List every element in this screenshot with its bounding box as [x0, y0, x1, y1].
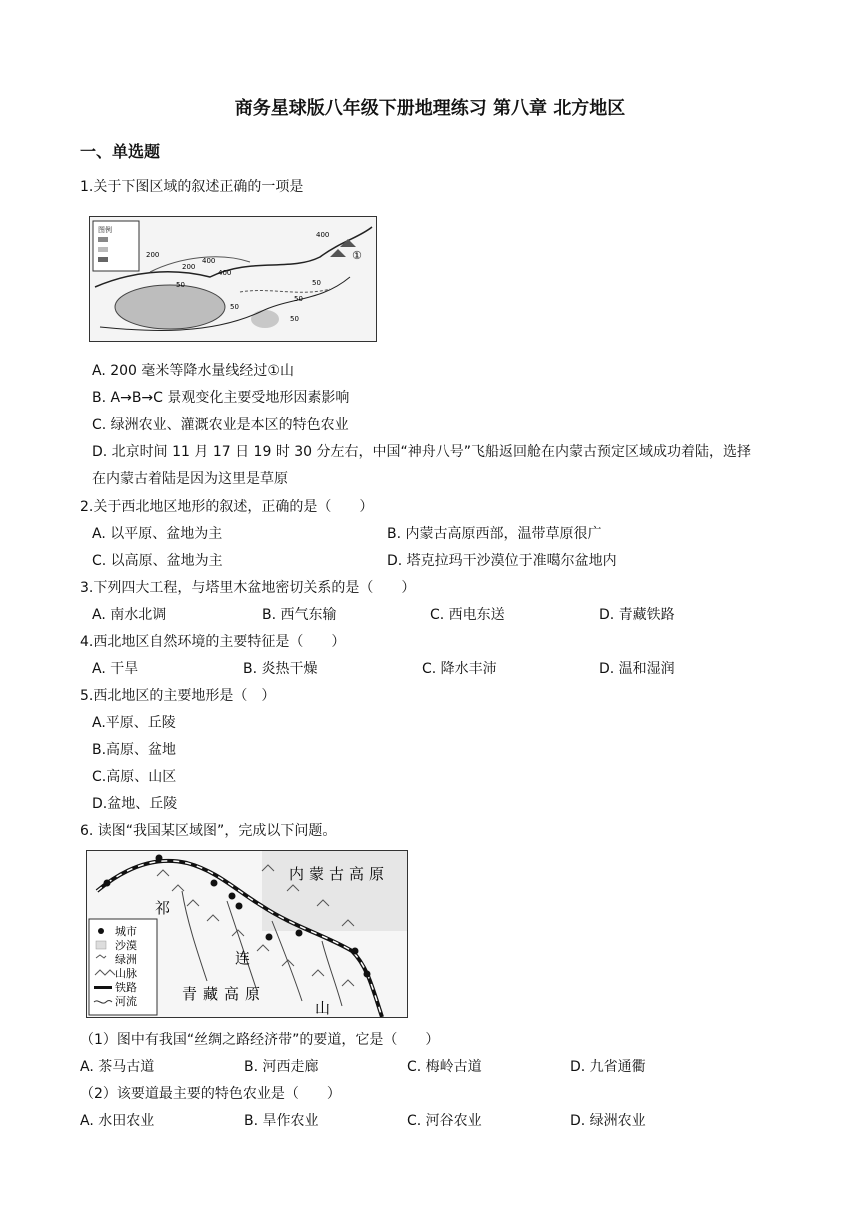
question-4-option-d[interactable]: D. 温和湿润: [599, 661, 675, 677]
question-1-option-c[interactable]: C. 绿洲农业、灌溉农业是本区的特色农业: [92, 417, 349, 433]
question-6-sub1-option-c[interactable]: C. 梅岭古道: [407, 1059, 482, 1075]
question-2-stem: 2.关于西北地区地形的叙述，正确的是（ ）: [80, 499, 374, 515]
map-number: 50: [230, 303, 239, 311]
question-5-option-b[interactable]: B.高原、盆地: [92, 742, 177, 758]
question-6-stem: 6. 读图“我国某区域图”，完成以下问题。: [80, 823, 337, 839]
map-number: 50: [176, 281, 185, 289]
desert-patch: [251, 310, 279, 328]
question-6-sub2-option-b[interactable]: B. 旱作农业: [244, 1113, 319, 1129]
question-6-map: [86, 850, 408, 1018]
label-shan: 山: [315, 999, 331, 1017]
label-lian: 连: [235, 949, 251, 967]
map-number: 200: [146, 251, 160, 259]
question-6-sub1-option-d[interactable]: D. 九省通衢: [570, 1059, 646, 1075]
legend-swatch-3: [98, 257, 108, 262]
map-number: 50: [312, 279, 321, 287]
map-number: 400: [218, 269, 232, 277]
question-6-sub1-option-a[interactable]: A. 茶马古道: [80, 1059, 155, 1075]
legend-river: 河流: [115, 995, 137, 1008]
question-5-option-a[interactable]: A.平原、丘陵: [92, 715, 176, 731]
section-heading: 一、单选题: [80, 142, 161, 161]
map-number: 400: [202, 257, 216, 265]
legend-railway: 铁路: [115, 981, 137, 994]
map-number: 50: [294, 295, 303, 303]
question-2-option-c[interactable]: C. 以高原、盆地为主: [92, 553, 223, 569]
question-5-stem: 5.西北地区的主要地形是（ ）: [80, 688, 276, 704]
question-1-option-d-continued: 在内蒙古着陆是因为这里是草原: [92, 471, 288, 487]
question-3-option-d[interactable]: D. 青藏铁路: [599, 607, 675, 623]
question-1-option-b[interactable]: B. A→B→C 景观变化主要受地形因素影响: [92, 390, 350, 406]
question-5-option-c[interactable]: C.高原、山区: [92, 769, 177, 785]
question-3-option-a[interactable]: A. 南水北调: [92, 607, 167, 623]
region-map-graphic: [90, 217, 376, 341]
question-6-sub2-option-a[interactable]: A. 水田农业: [80, 1113, 155, 1129]
question-6-sub1-stem: （1）图中有我国“丝绸之路经济带”的要道，它是（ ）: [80, 1032, 440, 1048]
question-4-stem: 4.西北地区自然环境的主要特征是（ ）: [80, 634, 346, 650]
question-3-stem: 3.下列四大工程，与塔里木盆地密切关系的是（ ）: [80, 580, 416, 596]
legend-city: 城市: [115, 925, 137, 938]
precipitation-line: [150, 257, 250, 272]
question-6-sub2-option-d[interactable]: D. 绿洲农业: [570, 1113, 646, 1129]
mountain-marker: ①: [352, 249, 362, 262]
question-6-sub1-option-b[interactable]: B. 河西走廊: [244, 1059, 319, 1075]
question-6-sub2-stem: （2）该要道最主要的特色农业是（ ）: [80, 1086, 341, 1102]
legend-mountain: 山脉: [115, 967, 137, 980]
map-legend-title: 图例: [98, 226, 112, 234]
question-4-option-b[interactable]: B. 炎热干燥: [243, 661, 318, 677]
question-5-option-d[interactable]: D.盆地、丘陵: [92, 796, 178, 812]
hexi-corridor-map-graphic: [87, 851, 407, 1017]
question-1-map: [89, 216, 377, 342]
map-number: 200: [182, 263, 196, 271]
question-2-option-b[interactable]: B. 内蒙古高原西部，温带草原很广: [387, 526, 602, 542]
question-1-option-d[interactable]: D. 北京时间 11 月 17 日 19 时 30 分左右，中国“神舟八号”飞船返回舱在内蒙古预定区域成功着陆，选择: [92, 444, 752, 460]
map-number: 50: [290, 315, 299, 323]
question-4-option-a[interactable]: A. 干旱: [92, 661, 139, 677]
question-3-option-b[interactable]: B. 西气东输: [262, 607, 337, 623]
legend-oasis: 绿洲: [115, 953, 137, 966]
desert-basin: [115, 285, 225, 329]
question-2-option-a[interactable]: A. 以平原、盆地为主: [92, 526, 223, 542]
legend-swatch-1: [98, 237, 108, 242]
legend-desert: 沙漠: [115, 939, 137, 952]
page-title: 商务星球版八年级下册地理练习 第八章 北方地区: [234, 98, 626, 119]
map-number: 400: [316, 231, 330, 239]
precipitation-line-dashed: [240, 289, 330, 292]
question-1-stem: 1.关于下图区域的叙述正确的一项是: [80, 179, 304, 195]
question-6-sub2-option-c[interactable]: C. 河谷农业: [407, 1113, 482, 1129]
question-3-option-c[interactable]: C. 西电东送: [430, 607, 505, 623]
question-2-option-d[interactable]: D. 塔克拉玛干沙漠位于准噶尔盆地内: [387, 553, 617, 569]
question-4-option-c[interactable]: C. 降水丰沛: [422, 661, 497, 677]
label-inner-mongolia-plateau: 内蒙古高原: [289, 865, 390, 883]
legend-swatch-2: [98, 247, 108, 252]
label-qinghai-tibet-plateau: 青藏高原: [182, 985, 267, 1003]
label-qi: 祁: [155, 899, 171, 917]
question-1-option-a[interactable]: A. 200 毫米等降水量线经过①山: [92, 363, 294, 379]
